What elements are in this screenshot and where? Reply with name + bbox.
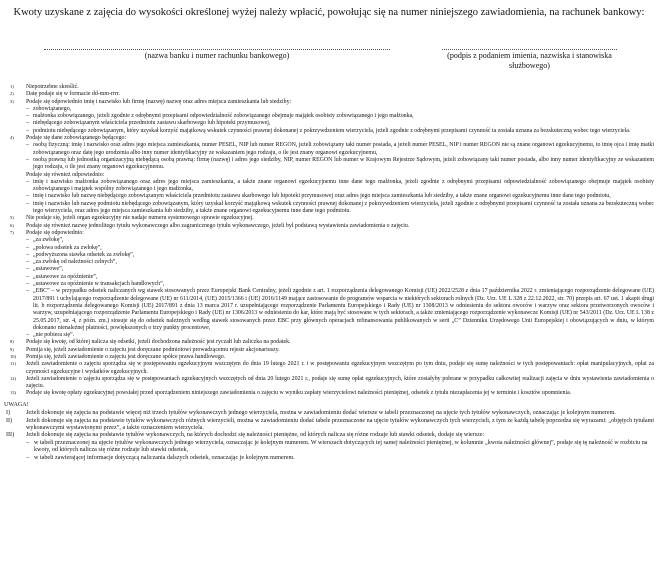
remark-bullet-text: w tabeli przeznaczonej na ujęcie tytułów wykonawczych jednego wierzyciela, oznaczając je kolejnym numerem. W wierszach dotyczących tej samej należności pieniężnej, w kolumnie „kwota należności głównej”, podaje się tę należność w rozbiciu na kwoty, od których nalicza się różne rodzaje lub stawki odsetek,: [34, 439, 648, 454]
footnote: [4, 361, 654, 376]
footnote: [4, 99, 654, 135]
footnote-text: Niepotrzebne skreślić.: [26, 84, 79, 90]
remark-item: [4, 418, 654, 433]
signature-label: (podpis z podaniem imienia, nazwiska i stanowiska służbowego): [447, 51, 612, 70]
footnote-text: Podaje się również nazwę jednolitego tytułu wykonawczego albo zagranicznego tytułu wykonawczego, jeżeli był podstawą wystawienia zawiadomienia o zajęciu.: [26, 222, 410, 229]
footnote-number: 10): [10, 353, 16, 359]
footnote-subitem-text: podmiotu niebędącego zobowiązanym, który uzyskał korzyść majątkową wskutek czynności prawnej dokonanej z pokrzywdzeniem wierzyciela, jeżeli zgodnie z odrębnymi przepisami czynność ta została uznana za bezskuteczną wobec tego wierzyciela.: [33, 127, 631, 134]
dash-marker: –: [26, 288, 29, 295]
footnote-number: 11): [10, 361, 16, 367]
footnote-body: [26, 354, 654, 361]
footnote-extra-text: Podaje się również odpowiednio:: [26, 171, 105, 178]
footnote-body: [26, 99, 654, 135]
footnote-number: 6): [10, 222, 14, 228]
dash-marker: –: [26, 200, 29, 207]
footnotes: [4, 84, 654, 398]
remarks-title: UWAGA!: [4, 401, 29, 408]
dash-marker: –: [26, 127, 29, 134]
footnote-subitem-text: osobą prawną lub jednostką organizacyjną niebędącą osobą prawną: firmę (nazwę) i adres jego siedziby, NIP, numer REGON lub numer w Krajowym Rejestrze Sądowym, jeżeli zobowiązany taki numer posiada, albo inny numer identyfikacyjny ze wskazaniem jego rodzaju, o ile jest znany organowi egzekucyjnemu.: [33, 156, 654, 171]
footnote-subitem-text: „ustawowe za opóźnienie”,: [33, 273, 98, 280]
footnote-number: 12): [10, 375, 16, 381]
footnote-number: 13): [10, 390, 16, 396]
footnote: [4, 339, 654, 346]
footnote-subitem: [26, 252, 654, 259]
dash-marker: –: [26, 156, 29, 163]
footnote-subitem-text: „EBC” – w przypadku odsetek naliczanych wg stawek stosowanych przez Europejski Bank Centralny, jeżeli zgodnie z art. 1 rozporządzenia delegowanego Komisji (UE) 2022/2528 z dnia 17 października 2022 r. zmieniającego rozporządzenie delegowane (UE) 2017/891 i uchylającego rozporządzenie delegowane (UE) nr 611/2014, (UE) 2015/1366 i (UE) 2016/1149 mające zastosowanie do programów wsparcia w niektórych sektorach rolnych (Dz. Urz. UE L 328 z 22.12.2022, str. 70) przepis art. 67 ust. 1 akapit drugi lit. b rozporządzenia delegowanego Komisji (UE) 2017/891 z dnia 13 marca 2017 r. uzupełniającego rozporządzenie Parlamentu Europejskiego i Rady (UE) nr 1308/2013 w odniesieniu do sektora owoców i warzyw oraz sektora przetworzonych owoców i warzyw, uzupełniającego rozporządzenie Parlamentu Europejskiego i Rady (UE) nr 1306/2013 w odniesieniu do kar, które mają być stosowane w tych sektorach, a także zmieniającego rozporządzenie wykonawcze Komisji (UE) nr 543/2011 (Dz. Urz. UE L 138 z 25.05.2017, str. 4, z późn. zm.) stosuje się do odsetek należnych według stawek stosowanych przez EBC przy głównych operacjach refinansowania publikowanych w serii „C” Dzienniku Urzędowego Unii Europejskiej i obowiązujących w dniu, w którym dokonano nienależnej płatności, powiększonych o trzy punkty procentowe,: [33, 288, 654, 331]
footnote-subitem: [26, 332, 654, 339]
dash-marker: –: [26, 259, 29, 266]
footnote-text: Podaje się kwotę, od której nalicza się odsetki, jeżeli dochodzona należność jest ryczałt lub zaliczka na podatek.: [26, 339, 291, 346]
footnote-subitem: [26, 106, 654, 113]
remark-item: [4, 410, 654, 417]
footnote-number: 7): [10, 229, 14, 235]
footnote: [4, 223, 654, 230]
footnote-subitem: [26, 193, 654, 200]
bank-account-line: [44, 49, 390, 50]
signature-field: [442, 49, 617, 70]
footnote-subitem: [26, 288, 654, 332]
footnote-subitem: [26, 142, 654, 157]
dash-marker: –: [26, 281, 29, 288]
footnote-text: Datę podaje się w formacie dd-mm-rrrr.: [26, 91, 120, 98]
dash-marker: –: [26, 193, 29, 200]
dash-marker: –: [26, 439, 30, 446]
footnote-body: [26, 91, 654, 98]
remark-text: Jeżeli dokonuje się zajęcia na podstawie tytułów wykonawczych różnych wierzycieli, można w zawiadomieniu dodać tabele przeznaczone na ujęcie tytułów wykonawczych tych wierzycieli, z tym że każdą tabelę poprzedza się wyrazami: „objętych tytułami wykonawczymi wystawionymi przez”, a także oznaczeniem wierzyciela.: [26, 417, 654, 431]
remark-bullet: [4, 440, 654, 455]
dash-marker: –: [26, 454, 30, 461]
footnote-subitem: [26, 259, 654, 266]
footnote: [4, 135, 654, 215]
footnote: [4, 230, 654, 339]
footnote-subitem-text: małżonka zobowiązanego, jeżeli zgodnie z odrębnymi przepisami odpowiedzialność zobowiązanego obejmuje majątek osobisty zobowiązanego i jego małżonka,: [33, 113, 414, 120]
footnote-subitem-text: „połowa odsetek za zwłokę”,: [33, 244, 102, 251]
dash-marker: –: [26, 120, 29, 127]
dash-marker: –: [26, 332, 29, 339]
footnote-text: Podaje się odpowiednio:: [26, 229, 84, 236]
footnote-subitem-text: „podwyższona stawka odsetek za zwłokę”,: [33, 251, 135, 258]
footnote-subitem-text: imię i nazwisko lub nazwę podmiotu niebędącego zobowiązanym, który uzyskał korzyść majątkową wskutek czynności prawnej dokonanej z pokrzywdzeniem wierzyciela, jeżeli zgodnie z odrębnymi przepisami czynność ta została uznana za bezskuteczną wobec tego wierzyciela, oraz adres jego miejsca zamieszkania lub siedziby, a także znane organowi egzekucyjnemu inne dane tego podmiotu.: [33, 200, 654, 215]
footnote-subitem: [26, 179, 654, 194]
footnote-body: [26, 376, 654, 391]
footnote-number: 9): [10, 346, 14, 352]
footnote: [4, 215, 654, 222]
footnote-subitem: [26, 201, 654, 216]
footnote-subitem-text: zobowiązanego,: [33, 105, 72, 112]
footnote-subitem: [26, 237, 654, 244]
bank-account-label: (nazwa banku i numer rachunku bankowego): [144, 51, 290, 60]
footnote-subitem-text: „ustawowe”,: [33, 266, 64, 273]
footnote-subitem-text: „nie pobiera się”.: [33, 332, 75, 339]
footnote-subitem-text: „ustawowe za opóźnienie w transakcjach handlowych”,: [33, 281, 165, 288]
footnote-body: [26, 339, 654, 346]
footnote: [4, 91, 654, 98]
remark-number: III): [6, 432, 15, 439]
remark-number: I): [6, 410, 11, 417]
footnote-body: [26, 230, 654, 339]
footnote-number: 3): [10, 98, 14, 104]
footnote-number: 4): [10, 135, 14, 141]
footnote-subitem: [26, 245, 654, 252]
footnote-number: 2): [10, 91, 14, 97]
dash-marker: –: [26, 251, 29, 258]
remark-item: [4, 432, 654, 439]
footnote-number: 5): [10, 215, 14, 221]
footnote: [4, 376, 654, 391]
footnote: [4, 354, 654, 361]
dash-marker: –: [26, 237, 29, 244]
footnote-text: Jeżeli zawiadomienie o zajęciu sporządza się w postępowaniach egzekucyjnych wszczętych od dnia 20 lutego 2021 r., podaje się sumę opłat egzekucyjnych, które zostałyby pobrane w przypadku całkowitej realizacji zajęcia w dniu wystawienia zawiadomienia o zajęciu.: [26, 375, 654, 390]
dash-marker: –: [26, 113, 29, 120]
footnote-subitem-text: niebędącego zobowiązanym właściciela przedmiotu zastawu skarbowego lub hipoteki przymusowej,: [33, 120, 271, 127]
footnote-subitem: [26, 120, 654, 127]
dash-marker: –: [26, 266, 29, 273]
footnote-subitem-text: imię i nazwisko małżonka zobowiązanego oraz adres jego miejsca zamieszkania, a także znane organowi egzekucyjnemu inne dane tego małżonka, jeżeli zgodnie z odrębnymi przepisami odpowiedzialność zobowiązanego obejmuje majątek osobisty zobowiązanego i majątek wspólny zobowiązanego i jego małżonka,: [33, 178, 654, 193]
remark-number: II): [6, 417, 13, 424]
remark-text: Jeżeli dokonuje się zajęcia na podstawie więcej niż trzech tytułów wykonawczych jednego wierzyciela, można w zawiadomieniu dodać wiersze w tabeli przeznaczonej na ujęcie tych tytułów wykonawczych, oznaczając je kolejnym numerem.: [26, 410, 616, 417]
footnote-subitem: [26, 113, 654, 120]
footnote-subitem: [26, 266, 654, 273]
footnote-body: [26, 135, 654, 215]
footnote-number: 1): [10, 84, 14, 89]
footnote-body: [26, 390, 654, 397]
dash-marker: –: [26, 142, 29, 149]
remark-bullet: [4, 455, 654, 462]
dash-marker: –: [26, 105, 29, 112]
footnote-subitem-text: „za zwłokę”,: [33, 237, 64, 244]
dash-marker: –: [26, 178, 29, 185]
remarks-list: [4, 410, 654, 462]
footnote-text: Podaje się kwotę opłaty egzekucyjnej powstałej przed sporządzeniem niniejszego zawiadomienia o zajęciu w wyniku zapłaty wierzycielowi należności pieniężnej, odsetek z tytułu niezapłacenia jej w terminie i kosztów upomnienia.: [26, 390, 572, 397]
signature-line: [442, 49, 617, 50]
footnote-subitem-text: imię i nazwisko lub nazwę niebędącego zobowiązanym właściciela przedmiotu zastawu skarbowego lub hipoteki przymusowej oraz adres jego miejsca zamieszkania lub siedziby, a także znane organowi egzekucyjnemu inne dane tego podmiotu,: [33, 193, 611, 200]
footnote-subitem: [26, 157, 654, 172]
footnote: [4, 347, 654, 354]
footnote-body: [26, 215, 654, 222]
footnote-subitem: [26, 128, 654, 135]
remark-bullet-text: w tabeli zawierającej informacje dotyczącą naliczania dalszych odsetek, oznaczając je kolejnym numerem.: [34, 454, 295, 461]
footnote-subitem-text: osobą fizyczną: imię i nazwisko oraz adres jego miejsca zamieszkania, numer PESEL, NIP lub numer REGON, jeżeli zobowiązany taki numer posiada, a jeżeli numer PESEL, NIP i numer REGON nie są znane organowi egzekucyjnemu, to imię ojca i imię matki zobowiązanego oraz datę jego urodzenia albo inny numer identyfikacyjny ze wskazaniem jego rodzaju, o ile jest znany organowi egzekucyjnemu,: [33, 142, 654, 156]
dash-marker: –: [26, 244, 29, 251]
payment-instruction: Kwoty uzyskane z zajęcia do wysokości określonej wyżej należy wpłacić, powołując się na numer niniejszego zawiadomienia, na rachunek bankowy:: [13, 7, 645, 18]
footnote-number: 8): [10, 339, 14, 345]
dash-marker: –: [26, 273, 29, 280]
footnote-subitem-text: „za zwłokę od należności celnych”,: [33, 259, 117, 266]
footnote-body: [26, 361, 654, 376]
bank-account-field: [44, 49, 390, 61]
footnote-text: Pomija się, jeżeli zawiadomienie o zajęciu jest doręczane spółce prawa handlowego.: [26, 353, 226, 360]
footnote: [4, 390, 654, 397]
footnote-text: Pomija się, jeżeli zawiadomienie o zajęciu jest doręczane podmiotowi prowadzącemu rejestr akcjonariuszy.: [26, 346, 280, 353]
remarks-section: [4, 402, 654, 462]
remark-text: Jeżeli dokonuje się zajęcia na podstawie tytułów wykonawczych, na których dochodzi się należności pieniężne, od których nalicza się różne rodzaje lub stawki odsetek, dodaje się wiersze:: [26, 432, 485, 439]
footnote-text: Nie podaje się, jeżeli organ egzekucyjny nie nadaje numeru systemowego sprawie egzekucyjnej.: [26, 215, 254, 222]
footnote-body: [26, 223, 654, 230]
footnote-body: [26, 347, 654, 354]
footnote-text: Podaje się dane zobowiązanego będącego:: [26, 135, 127, 142]
footnote-subitem: [26, 274, 654, 281]
footnote-text: Jeżeli zawiadomienie o zajęciu sporządza się w postępowaniu egzekucyjnym wszczętym do dnia 19 lutego 2021 r. i w postępowaniu egzekucyjnym wszczętym po tym dniu, podaje się sumę należności w tych postępowaniach: opłat manipulacyjnych, opłat za czynności egzekucyjne i wydatków egzekucyjnych.: [26, 361, 654, 375]
document-page: [4, 7, 654, 462]
signature-area: [4, 27, 654, 79]
footnote-text: Podaje się odpowiednio imię i nazwisko lub firmę (nazwę) nazwę oraz adres miejsca zamieszkania lub siedziby:: [26, 98, 292, 105]
footnote-body: [26, 84, 654, 91]
